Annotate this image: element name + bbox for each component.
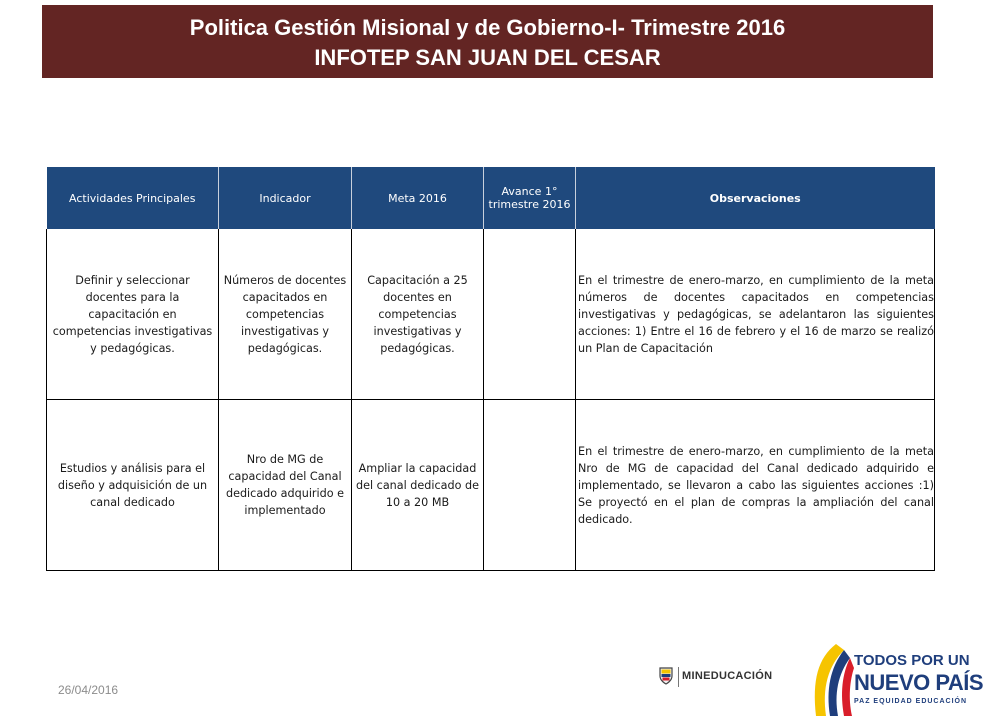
cell-observaciones: En el trimestre de enero-marzo, en cumplimiento de la meta números de docentes capacitados en competencias investigativas y pedagógicas, se adelantaron las siguientes acciones: 1) Entre el 16 de febrero y el 16 de marzo se realizó un Plan de Capacitación bbox=[576, 229, 935, 400]
mineducacion-logo-text: MINEDUCACIÓN bbox=[682, 670, 773, 682]
flag-swoosh-icon bbox=[806, 640, 856, 718]
page-subtitle: INFOTEP SAN JUAN DEL CESAR bbox=[314, 45, 661, 70]
page-title: Politica Gestión Misional y de Gobierno-I- Trimestre 2016 bbox=[189, 15, 786, 40]
cell-indicador: Nro de MG de capacidad del Canal dedicado adquirido e implementado bbox=[219, 400, 352, 571]
logo-text-line3: PAZ EQUIDAD EDUCACIÓN bbox=[854, 698, 968, 705]
cell-avance bbox=[484, 229, 576, 400]
column-header-indicador: Indicador bbox=[219, 167, 352, 229]
activities-table bbox=[46, 167, 935, 571]
title-banner bbox=[42, 5, 933, 78]
cell-indicador: Números de docentes capacitados en competencias investigativas y pedagógicas. bbox=[219, 229, 352, 400]
logo-text-line1: TODOS POR UN bbox=[854, 652, 970, 669]
cell-actividad: Estudios y análisis para el diseño y adquisición de un canal dedicado bbox=[47, 400, 219, 571]
table-row bbox=[47, 400, 935, 571]
cell-actividad: Definir y seleccionar docentes para la capacitación en competencias investigativas y pedagógicas. bbox=[47, 229, 219, 400]
column-header-avance: Avance 1° trimestre 2016 bbox=[484, 167, 576, 229]
table-row bbox=[47, 229, 935, 400]
column-header-observaciones: Observaciones bbox=[576, 167, 935, 229]
table-header-row bbox=[47, 167, 935, 229]
todos-por-un-nuevo-pais-logo bbox=[806, 640, 983, 718]
column-header-meta: Meta 2016 bbox=[352, 167, 484, 229]
logo-text-line2: NUEVO PAÍS bbox=[854, 670, 983, 695]
column-header-actividades: Actividades Principales bbox=[47, 167, 219, 229]
mineducacion-logo bbox=[654, 663, 796, 691]
cell-meta: Ampliar la capacidad del canal dedicado de 10 a 20 MB bbox=[352, 400, 484, 571]
cell-avance bbox=[484, 400, 576, 571]
cell-observaciones: En el trimestre de enero-marzo, en cumplimiento de la meta Nro de MG de capacidad del Canal dedicado adquirido e implementado, se llevaron a cabo las siguientes acciones :1) Se proyectó en el plan de compras la ampliación del canal dedicado. bbox=[576, 400, 935, 571]
logo-separator bbox=[678, 667, 679, 687]
slide-date: 26/04/2016 bbox=[58, 683, 119, 697]
coat-of-arms-icon bbox=[658, 666, 674, 686]
cell-meta: Capacitación a 25 docentes en competencias investigativas y pedagógicas. bbox=[352, 229, 484, 400]
